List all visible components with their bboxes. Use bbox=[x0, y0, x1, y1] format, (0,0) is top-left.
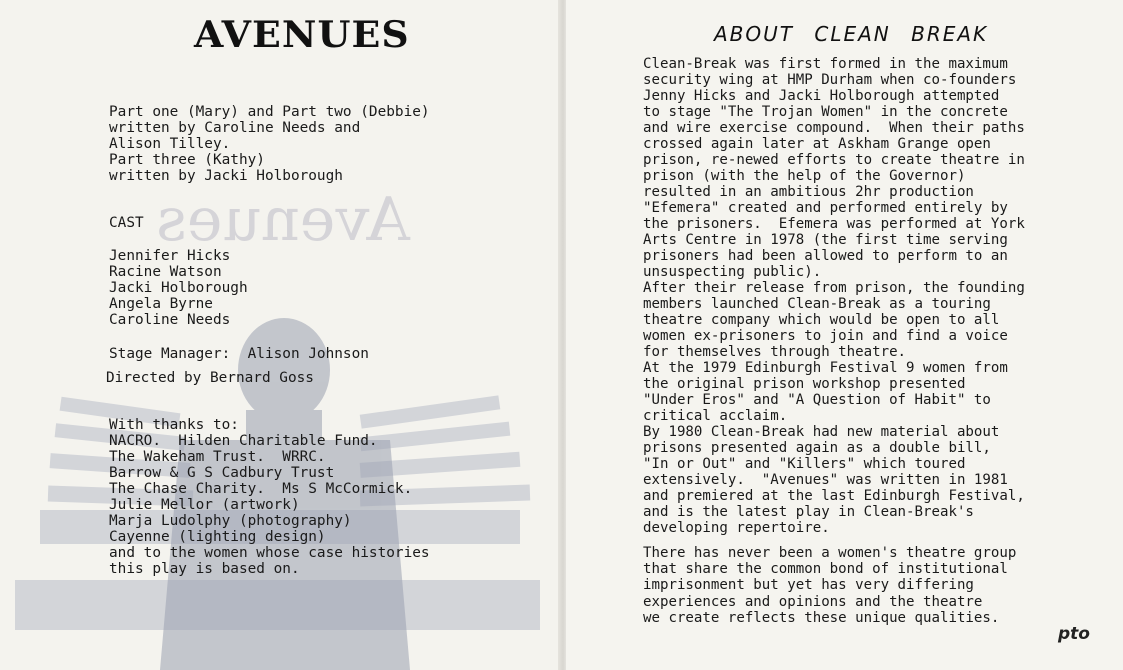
body-line: prisons presented again as a double bill, bbox=[643, 440, 991, 456]
body-line: "Under Eros" and "A Question of Habit" to bbox=[643, 392, 991, 408]
body-line: There has never been a women's theatre group bbox=[643, 545, 1017, 561]
thanks-line: Julie Mellor (artwork) bbox=[109, 497, 300, 513]
body-line: experiences and opinions and the theatre bbox=[643, 594, 983, 610]
body-line: prison (with the help of the Governor) bbox=[643, 168, 966, 184]
pto-note: pto bbox=[1058, 624, 1090, 644]
body-line: and is the latest play in Clean-Break's bbox=[643, 504, 974, 520]
body-line: Arts Centre in 1978 (the first time serving bbox=[643, 232, 1008, 248]
thanks-line: this play is based on. bbox=[109, 561, 300, 577]
thanks-line: The Wakeham Trust. WRRC. bbox=[109, 449, 326, 465]
body-line: prison, re-newed efforts to create theatre in bbox=[643, 152, 1025, 168]
body-line: "Efemera" created and performed entirely by bbox=[643, 200, 1008, 216]
body-line: imprisonment but yet has very differing bbox=[643, 577, 974, 593]
body-line: the prisoners. Efemera was performed at York bbox=[643, 216, 1025, 232]
body-line: crossed again later at Askham Grange open bbox=[643, 136, 991, 152]
body-line: to stage "The Trojan Women" in the concrete bbox=[643, 104, 1008, 120]
left-page bbox=[0, 0, 560, 670]
body-line: extensively. "Avenues" was written in 1981 bbox=[643, 472, 1008, 488]
credit-line: Part three (Kathy) bbox=[109, 152, 265, 168]
credit-line: Part one (Mary) and Part two (Debbie) bbox=[109, 104, 430, 120]
thanks-line: Cayenne (lighting design) bbox=[109, 529, 326, 545]
svg-text:Avenues: Avenues bbox=[156, 185, 410, 255]
body-line: we create reflects these unique qualities. bbox=[643, 610, 1000, 626]
body-line: At the 1979 Edinburgh Festival 9 women from bbox=[643, 360, 1008, 376]
body-line: By 1980 Clean-Break had new material about bbox=[643, 424, 1000, 440]
body-line: that share the common bond of institutional bbox=[643, 561, 1008, 577]
body-line: prisoners had been allowed to perform to an bbox=[643, 248, 1008, 264]
body-line: theatre company which would be open to all bbox=[643, 312, 1000, 328]
body-line: unsuspecting public). bbox=[643, 264, 822, 280]
play-title: AVENUES bbox=[194, 14, 410, 56]
cast-member: Racine Watson bbox=[109, 264, 222, 280]
cast-member: Jacki Holborough bbox=[109, 280, 248, 296]
body-line: developing repertoire. bbox=[643, 520, 830, 536]
body-line: After their release from prison, the founding bbox=[643, 280, 1025, 296]
cast-member: Jennifer Hicks bbox=[109, 248, 231, 264]
body-line: Clean-Break was first formed in the maximum bbox=[643, 56, 1008, 72]
thanks-line: Marja Ludolphy (photography) bbox=[109, 513, 352, 529]
thanks-line: NACRO. Hilden Charitable Fund. bbox=[109, 433, 378, 449]
cast-heading: CAST bbox=[109, 215, 144, 231]
thanks-line: The Chase Charity. Ms S McCormick. bbox=[109, 481, 413, 497]
credit-line: Alison Tilley. bbox=[109, 136, 231, 152]
body-line: "In or Out" and "Killers" which toured bbox=[643, 456, 966, 472]
stage-manager: Stage Manager: Alison Johnson bbox=[109, 346, 369, 362]
director: Directed by Bernard Goss bbox=[106, 370, 314, 386]
body-line: and wire exercise compound. When their paths bbox=[643, 120, 1025, 136]
body-line: and premiered at the last Edinburgh Festival, bbox=[643, 488, 1025, 504]
body-line: Jenny Hicks and Jacki Holborough attempted bbox=[643, 88, 1000, 104]
body-line: critical acclaim. bbox=[643, 408, 788, 424]
body-line: resulted in an ambitious 2hr production bbox=[643, 184, 974, 200]
body-line: for themselves through theatre. bbox=[643, 344, 907, 360]
thanks-line: Barrow & G S Cadbury Trust bbox=[109, 465, 335, 481]
credit-line: written by Jacki Holborough bbox=[109, 168, 343, 184]
body-line: security wing at HMP Durham when co-founders bbox=[643, 72, 1017, 88]
credit-line: written by Caroline Needs and bbox=[109, 120, 361, 136]
thanks-line: With thanks to: bbox=[109, 417, 239, 433]
body-line: women ex-prisoners to join and find a voice bbox=[643, 328, 1008, 344]
thanks-line: and to the women whose case histories bbox=[109, 545, 430, 561]
body-line: the original prison workshop presented bbox=[643, 376, 966, 392]
cast-member: Angela Byrne bbox=[109, 296, 213, 312]
about-title: ABOUT CLEAN BREAK bbox=[714, 22, 989, 46]
cast-member: Caroline Needs bbox=[109, 312, 231, 328]
body-line: members launched Clean-Break as a touring bbox=[643, 296, 991, 312]
